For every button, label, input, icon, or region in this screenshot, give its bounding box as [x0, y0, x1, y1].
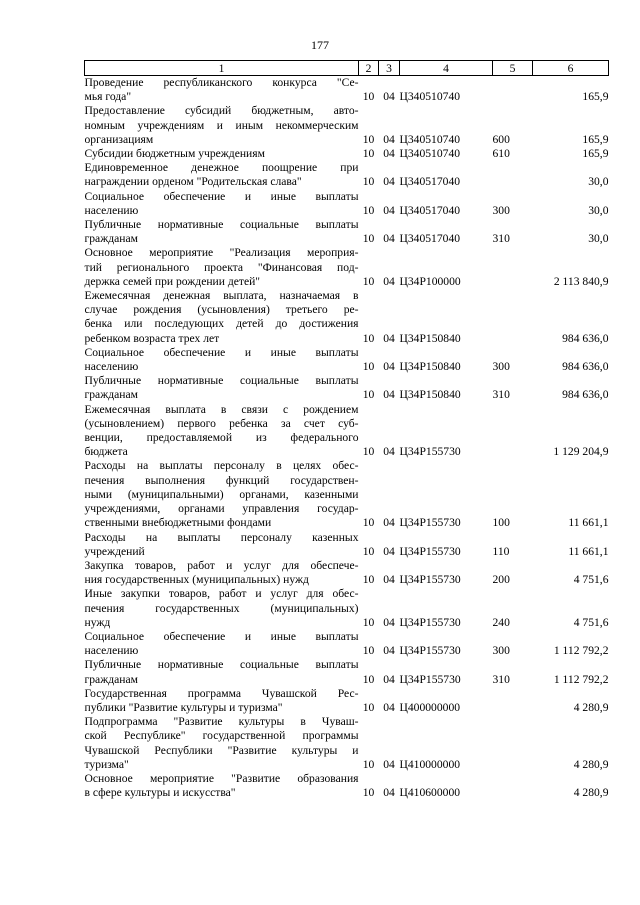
row-target-article: Ц340517040	[399, 175, 461, 189]
row-target-article: Ц410000000	[399, 757, 461, 771]
row-subsection: 04	[383, 147, 395, 161]
table-body	[85, 76, 609, 801]
row-amount: 4 280,9	[573, 700, 609, 714]
budget-table	[84, 60, 609, 800]
row-name-line: учреждений	[84, 544, 145, 558]
row-name-line: ребенком возраста трех лет	[84, 331, 220, 345]
row-name	[85, 104, 359, 147]
row-amount: 1 112 792,2	[553, 644, 609, 658]
row-name	[85, 559, 359, 587]
row-name-line: населению	[84, 203, 139, 217]
row-name-line: случае рождения (усыновления) третьего ре-	[84, 303, 359, 317]
row-subsection: 04	[383, 615, 395, 629]
row-name-line: Закупка товаров, работ и услуг для обеспече-	[84, 558, 359, 572]
row-subsection: 04	[383, 573, 395, 587]
table-header	[85, 61, 609, 76]
table-row	[85, 630, 609, 658]
row-name	[85, 147, 359, 161]
row-name-line: держка семей при рождении детей"	[84, 274, 261, 288]
page-number: 177	[311, 38, 329, 52]
row-section: 10	[362, 132, 375, 146]
row-subsection: 04	[383, 90, 395, 104]
row-name-line: ственными внебюджетными фондами	[84, 516, 272, 530]
row-target-article: Ц34Р155730	[399, 544, 461, 558]
table-row	[85, 772, 609, 800]
row-name-line: бюджета	[84, 445, 128, 459]
row-amount: 4 751,6	[573, 573, 609, 587]
row-expense-type	[493, 715, 533, 772]
row-name-line: Социальное обеспечение и иные выплаты	[84, 189, 359, 203]
row-section: 10	[362, 573, 375, 587]
row-expense-type: 300	[492, 644, 510, 658]
row-name	[85, 531, 359, 559]
row-target-article: Ц34Р155730	[399, 573, 461, 587]
row-amount: 1 112 792,2	[553, 672, 609, 686]
row-amount: 11 661,1	[568, 544, 609, 558]
table-row	[85, 459, 609, 530]
column-header-4: 4	[400, 61, 493, 76]
row-section: 10	[362, 360, 375, 374]
row-name-line: награждении орденом "Родительская слава"	[84, 175, 302, 189]
row-subsection: 04	[383, 203, 395, 217]
row-name-line: Расходы на выплаты персоналу казенных	[84, 530, 359, 544]
row-expense-type: 600	[492, 132, 510, 146]
table-row	[85, 190, 609, 218]
row-name	[85, 715, 359, 772]
row-name	[85, 76, 359, 105]
row-target-article: Ц340510740	[399, 132, 461, 146]
row-amount: 11 661,1	[568, 516, 609, 530]
row-expense-type: 110	[492, 544, 510, 558]
row-section: 10	[362, 445, 375, 459]
row-name-line: Иные закупки товаров, работ и услуг для обес-	[84, 587, 359, 601]
row-name-line: Социальное обеспечение и иные выплаты	[84, 345, 359, 359]
row-name	[85, 772, 359, 800]
row-subsection: 04	[383, 757, 395, 771]
row-name-line: гражданам	[84, 388, 138, 402]
table-row	[85, 147, 609, 161]
row-section: 10	[362, 644, 375, 658]
row-target-article: Ц34Р155730	[399, 672, 461, 686]
row-name	[85, 289, 359, 346]
row-name-line: Публичные нормативные социальные выплаты	[84, 218, 359, 232]
row-name-line: Субсидии бюджетным учреждениям	[84, 147, 265, 161]
row-subsection: 04	[383, 388, 395, 402]
table-row	[85, 374, 609, 402]
row-name-line: туризма"	[84, 757, 129, 771]
row-name	[85, 161, 359, 189]
table-row	[85, 658, 609, 686]
row-name	[85, 403, 359, 460]
row-expense-type	[493, 403, 533, 460]
row-expense-type: 240	[492, 615, 510, 629]
row-subsection: 04	[383, 700, 395, 714]
row-subsection: 04	[383, 786, 395, 800]
row-target-article: Ц410600000	[399, 786, 461, 800]
table-row	[85, 104, 609, 147]
row-target-article: Ц400000000	[399, 700, 461, 714]
row-target-article: Ц340517040	[399, 203, 461, 217]
row-expense-type: 200	[492, 573, 510, 587]
row-expense-type	[493, 161, 533, 189]
row-expense-type: 100	[492, 516, 510, 530]
row-section: 10	[362, 757, 375, 771]
row-name-line: ния государственных (муниципальных) нужд	[84, 573, 309, 587]
row-amount: 984 636,0	[562, 388, 609, 402]
row-section: 10	[362, 232, 375, 246]
row-section: 10	[362, 203, 375, 217]
row-expense-type: 300	[492, 360, 510, 374]
row-target-article: Ц34Р155730	[399, 644, 461, 658]
column-header-6: 6	[533, 61, 609, 76]
table-row	[85, 587, 609, 630]
table-row	[85, 76, 609, 105]
row-subsection: 04	[383, 132, 395, 146]
row-name-line: номным учреждениям и иным некоммерческим	[84, 118, 359, 132]
row-name-line: бенка или последующих детей до достижения	[84, 317, 359, 331]
row-name-line: в сфере культуры и искусства"	[84, 786, 236, 800]
row-name-line: ской Республике" государственной программы	[84, 729, 359, 743]
column-header-5: 5	[493, 61, 533, 76]
row-amount: 30,0	[588, 175, 609, 189]
row-name-line: Расходы на выплаты персоналу в целях обес-	[84, 459, 359, 473]
row-section: 10	[362, 274, 375, 288]
table-row	[85, 246, 609, 289]
row-subsection: 04	[383, 672, 395, 686]
row-target-article: Ц340517040	[399, 232, 461, 246]
row-section: 10	[362, 786, 375, 800]
row-name-line: Основное мероприятие "Реализация мероприя-	[84, 246, 359, 260]
row-name	[85, 374, 359, 402]
row-name	[85, 218, 359, 246]
row-amount: 165,9	[582, 90, 609, 104]
row-target-article: Ц34Р155730	[399, 445, 461, 459]
row-name-line: Ежемесячная выплата в связи с рождением	[84, 402, 359, 416]
row-name-line: населению	[84, 360, 139, 374]
row-name-line: Государственная программа Чувашской Рес-	[84, 686, 359, 700]
table-row	[85, 346, 609, 374]
row-name-line: Подпрограмма "Развитие культуры в Чуваш-	[84, 715, 359, 729]
row-expense-type: 310	[492, 388, 510, 402]
column-header-2: 2	[359, 61, 379, 76]
row-expense-type	[493, 772, 533, 800]
row-subsection: 04	[383, 331, 395, 345]
row-name-line: организациям	[84, 132, 154, 146]
row-name-line: тий регионального проекта "Финансовая под-	[84, 260, 359, 274]
row-name-line: Основное мероприятие "Развитие образования	[84, 771, 359, 785]
row-name-line: гражданам	[84, 232, 138, 246]
row-amount: 4 280,9	[573, 786, 609, 800]
row-amount: 4 751,6	[573, 615, 609, 629]
row-section: 10	[362, 700, 375, 714]
row-subsection: 04	[383, 544, 395, 558]
row-name	[85, 687, 359, 715]
row-expense-type	[493, 687, 533, 715]
row-target-article: Ц340510740	[399, 90, 461, 104]
row-target-article: Ц34Р155730	[399, 516, 461, 530]
row-expense-type: 610	[492, 147, 510, 161]
row-name-line: Социальное обеспечение и иные выплаты	[84, 629, 359, 643]
row-target-article: Ц34Р100000	[399, 274, 461, 288]
row-amount: 30,0	[588, 232, 609, 246]
table-row	[85, 218, 609, 246]
row-name	[85, 190, 359, 218]
row-name-line: ными (муниципальными) органами, казенными	[84, 487, 359, 501]
row-name-line: печения государственных (муниципальных)	[84, 601, 359, 615]
row-section: 10	[362, 175, 375, 189]
row-target-article: Ц34Р155730	[399, 615, 461, 629]
row-amount: 165,9	[582, 132, 609, 146]
row-name-line: Проведение республиканского конкурса "Се-	[84, 76, 359, 89]
row-section: 10	[362, 331, 375, 345]
row-expense-type	[493, 289, 533, 346]
row-name-line: нужд	[84, 615, 111, 629]
row-amount: 4 280,9	[573, 757, 609, 771]
row-name-line: Единовременное денежное поощрение при	[84, 161, 359, 175]
row-section: 10	[362, 672, 375, 686]
row-expense-type: 300	[492, 203, 510, 217]
table-row	[85, 403, 609, 460]
header-row	[85, 61, 609, 76]
row-section: 10	[362, 90, 375, 104]
row-subsection: 04	[383, 232, 395, 246]
row-name	[85, 630, 359, 658]
column-header-1: 1	[85, 61, 359, 76]
row-amount: 165,9	[582, 147, 609, 161]
row-name	[85, 587, 359, 630]
table-row	[85, 531, 609, 559]
row-subsection: 04	[383, 516, 395, 530]
row-amount: 984 636,0	[562, 331, 609, 345]
row-amount: 2 113 840,9	[553, 274, 609, 288]
row-subsection: 04	[383, 360, 395, 374]
row-amount: 984 636,0	[562, 360, 609, 374]
row-section: 10	[362, 615, 375, 629]
row-target-article: Ц340510740	[399, 147, 461, 161]
row-name-line: гражданам	[84, 672, 138, 686]
row-section: 10	[362, 388, 375, 402]
row-section: 10	[362, 516, 375, 530]
row-name	[85, 346, 359, 374]
row-name-line: публики "Развитие культуры и туризма"	[84, 700, 283, 714]
row-section: 10	[362, 147, 375, 161]
row-target-article: Ц34Р150840	[399, 331, 461, 345]
row-name	[85, 658, 359, 686]
row-name-line: Чувашской Республики "Развитие культуры и	[84, 743, 359, 757]
row-target-article: Ц34Р150840	[399, 360, 461, 374]
table-row	[85, 715, 609, 772]
row-subsection: 04	[383, 445, 395, 459]
row-name-line: Ежемесячная денежная выплата, назначаемая в	[84, 289, 359, 303]
row-name-line: венции, предоставляемой из федерального	[84, 431, 359, 445]
row-subsection: 04	[383, 274, 395, 288]
row-name-line: (усыновлением) первого ребенка за счет суб-	[84, 416, 359, 430]
row-name-line: Предоставление субсидий бюджетным, авто-	[84, 104, 359, 118]
row-name-line: Публичные нормативные социальные выплаты	[84, 374, 359, 388]
row-amount: 30,0	[588, 203, 609, 217]
row-expense-type	[493, 246, 533, 289]
row-expense-type	[493, 76, 533, 105]
row-name-line: Публичные нормативные социальные выплаты	[84, 658, 359, 672]
row-target-article: Ц34Р150840	[399, 388, 461, 402]
row-subsection: 04	[383, 644, 395, 658]
row-name-line: населению	[84, 644, 139, 658]
row-name	[85, 459, 359, 530]
row-expense-type: 310	[492, 232, 510, 246]
row-amount: 1 129 204,9	[553, 445, 609, 459]
row-name	[85, 246, 359, 289]
row-name-line: печения выполнения функций государствен-	[84, 473, 359, 487]
table-row	[85, 161, 609, 189]
row-name-line: учреждениями, органами управления государ-	[84, 502, 359, 516]
row-section: 10	[362, 544, 375, 558]
row-subsection: 04	[383, 175, 395, 189]
table-row	[85, 687, 609, 715]
table-row	[85, 559, 609, 587]
table-row	[85, 289, 609, 346]
row-name-line: мья года"	[84, 90, 132, 104]
column-header-3: 3	[379, 61, 400, 76]
row-expense-type: 310	[492, 672, 510, 686]
